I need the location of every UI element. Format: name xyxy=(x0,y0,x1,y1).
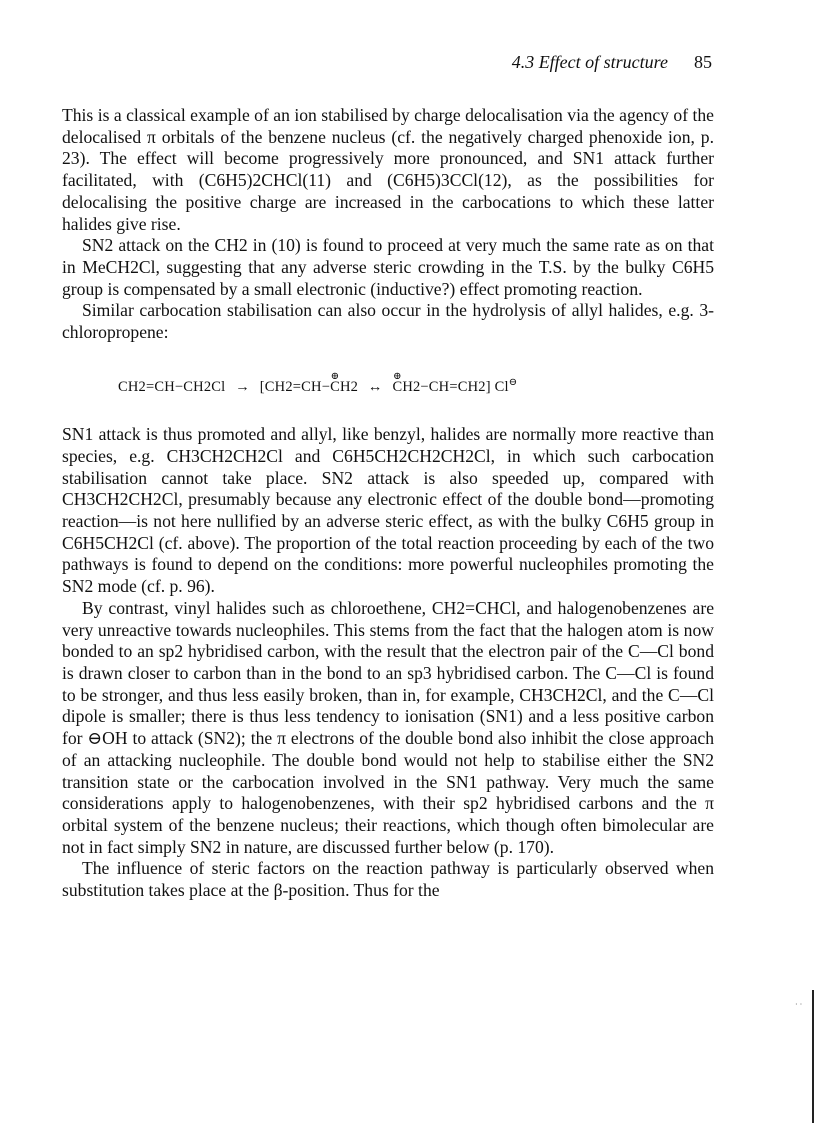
page-number: 85 xyxy=(694,52,712,72)
anion-charge: ⊖ xyxy=(508,376,518,388)
running-head xyxy=(60,52,712,74)
resonance-form-2: H2−CH=CH2] xyxy=(402,378,491,395)
paragraph-2: SN2 attack on the CH2 in (10) is found to proceed at very much the same rate as on that in MeCH2Cl, suggesting that any adverse steric crowding in the T.S. by the bulky C6H5 group is compensated by a small electronic (inductive?) effect promoting reaction. xyxy=(62,235,714,299)
equation-reactant: CH2=CH−CH2Cl xyxy=(118,378,226,395)
paragraph-4: SN1 attack is thus promoted and allyl, like benzyl, halides are normally more reactive than species, e.g. CH3CH2CH2Cl and C6H5CH2CH2CH2Cl, in which such carbocation stabilisation cannot take place. SN2 attack is also speeded up, compared with CH3CH2CH2Cl, presumably because any electronic effect of the double bond—promoting reaction—is not here nullified by an adverse steric effect, as with the bulky C6H5 group in C6H5CH2Cl (cf. above). The proportion of the total reaction proceeding by each of the two pathways is found to depend on the conditions: more powerful nucleophiles promoting the SN2 mode (cf. p. 96). xyxy=(62,424,714,597)
resonance-form-1-left: [CH2=CH− xyxy=(259,378,331,395)
scan-edge-bar xyxy=(812,990,814,1123)
paragraph-5: By contrast, vinyl halides such as chloroethene, CH2=CHCl, and halogenobenzenes are very unreactive towards nucleophiles. This stems from the fact that the halogen atom is now bonded to an sp2 hybridised carbon, with the result that the electron pair of the C—Cl bond is drawn closer to carbon than in the bond to an sp3 hybridised carbon. The C—Cl is found to be stronger, and thus less easily broken, than in, for example, CH3CH2Cl, and the C—Cl dipole is smaller; there is thus less tendency to ionisation (SN1) and a less positive carbon for ⊖OH to attack (SN2); the π electrons of the double bond also inhibit the close approach of an attacking nucleophile. The double bond would not help to stabilise either the SN2 transition state or the carbocation involved in the SN1 pathway. Very much the same considerations apply to halogenobenzenes, with their sp2 hybridised carbons and the π orbital system of the benzene nucleus; their reactions, which though often bimolecular are not in fact simply SN2 in nature, are discussed further below (p. 170). xyxy=(62,597,714,857)
scan-margin-mark: · · xyxy=(795,1000,803,1009)
chemical-equation xyxy=(62,372,714,399)
body-text xyxy=(62,105,714,902)
cation-carbon-2: ⊕ C xyxy=(392,379,402,395)
paragraph-6: The influence of steric factors on the reaction pathway is particularly observed when substitution takes place at the β-position. Thus for the xyxy=(62,858,714,901)
paragraph-1: This is a classical example of an ion stabilised by charge delocalisation via the agency of the delocalised π orbitals of the benzene nucleus (cf. the negatively charged phenoxide ion, p. 23). The effect will become progressively more pronounced, and SN1 attack further facilitated, with (C6H5)2CHCl(11) and (C6H5)3CCl(12), as the possibilities for delocalising the positive charge are increased in the carbocations to which these latter halides give rise. xyxy=(62,105,714,234)
resonance-arrow: ↔ xyxy=(367,378,383,395)
chloride-anion: Cl xyxy=(494,378,509,395)
paragraph-3: Similar carbocation stabilisation can also occur in the hydrolysis of allyl halides, e.g. 3-chloropropene: xyxy=(62,300,714,343)
reaction-arrow: → xyxy=(235,378,250,395)
cation-carbon-1: ⊕ C xyxy=(330,379,340,395)
section-title: 4.3 Effect of structure xyxy=(511,52,668,72)
resonance-form-1-right: H2 xyxy=(339,378,359,395)
